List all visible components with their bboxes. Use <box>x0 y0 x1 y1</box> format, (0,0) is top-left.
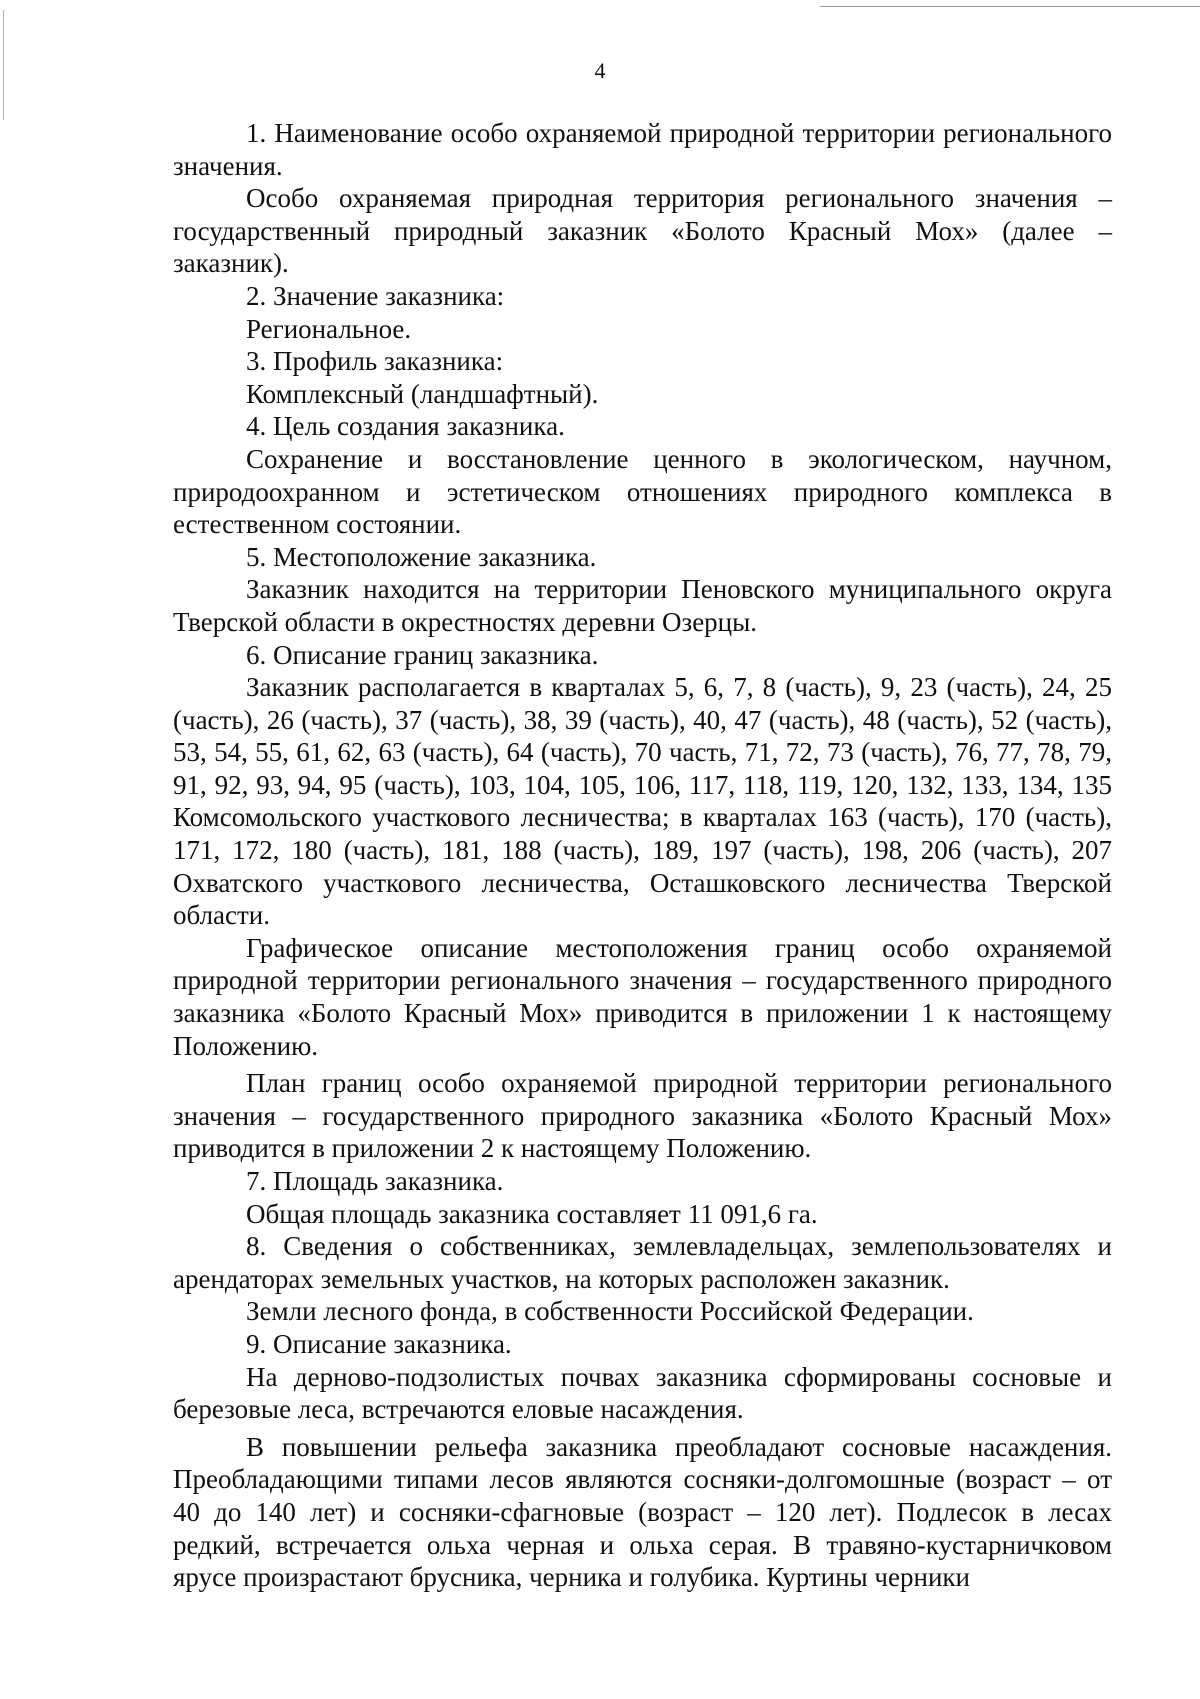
paragraph-6-text: Заказник располагается в кварталах 5, 6, 7, 8 (часть), 9, 23 (часть), 24, 25 (часть), 26 (часть), 37 (часть), 38, 39 (часть), 40, 47 (часть), 48 (часть), 52 (часть), 53, 54, 55, 61, 62, 63 (часть), 64 (часть), 70 часть, 71, 72, 73 (часть), 76, 77, 78, 79, 91, 92, 93, 94, 95 (часть), 103, 104, 105, 106, 117, 118, 119, 120, 132, 133, 134, 135 Комсомольского участкового лесничества; в кварталах 163 (часть), 170 (часть), 171, 172, 180 (часть), 181, 188 (часть), 189, 197 (часть), 198, 206 (часть), 207 Охватского участкового лесничества, Осташковского лесничества Тверской области. <box>173 672 1112 931</box>
paragraph-7-text: Общая площадь заказника составляет 11 091,6 га. <box>246 1198 818 1229</box>
paragraph-9-heading: 9. Описание заказника. <box>246 1328 512 1359</box>
paragraph-1-text: Особо охраняемая природная территория регионального значения – государственный природный заказник «Болото Красный Мох» (далее – заказник). <box>173 183 1112 279</box>
paragraph-1-heading: 1. Наименование особо охраняемой природной территории регионального значения. <box>173 118 1112 181</box>
paragraph-2-text: Региональное. <box>246 313 412 344</box>
paragraph-5-text: Заказник находится на территории Пеновского муниципального округа Тверской области в окрестностях деревни Озерцы. <box>173 574 1112 637</box>
paragraph-2-heading: 2. Значение заказника: <box>246 280 505 311</box>
paragraph-9-forest-description: В повышении рельефа заказника преобладают сосновые насаждения. Преобладающими типами лесов являются сосняки-долгомошные (возраст – от 40 до 140 лет) и сосняки-сфагновые (возраст – 120 лет). Подлесок в лесах редкий, встречается ольха черная и ольха серая. В травяно-кустарничковом ярусе произрастают брусника, черника и голубика. Куртины черники <box>173 1431 1112 1593</box>
paragraph-9-text: На дерново-подзолистых почвах заказника сформированы сосновые и березовые леса, встречаются еловые насаждения. <box>173 1361 1112 1425</box>
paragraph-7-heading: 7. Площадь заказника. <box>246 1166 504 1196</box>
paragraph-6-graphic-description: Графическое описание местоположения границ особо охраняемой природной территории регионального значения – государственного природного заказника «Болото Красный Мох» приводится в приложении 1 к настоящему Положению. <box>173 932 1112 1061</box>
paragraph-3-heading: 3. Профиль заказника: <box>246 346 504 377</box>
document-body <box>173 117 1112 1594</box>
scan-edge-top <box>820 6 1200 7</box>
paragraph-6-boundary-plan: План границ особо охраняемой природной территории регионального значения – государственного природного заказника «Болото Красный Мох» приводится в приложении 2 к настоящему Положению. <box>173 1068 1112 1164</box>
paragraph-4-text: Сохранение и восстановление ценного в экологическом, научном, природоохранном и эстетическом отношениях природного комплекса в естественном состоянии. <box>173 443 1112 540</box>
paragraph-5-heading: 5. Местоположение заказника. <box>246 541 597 572</box>
paragraph-8-heading: 8. Сведения о собственниках, землевладельцах, землепользователях и арендаторах земельных участков, на которых расположен заказник. <box>173 1231 1112 1294</box>
paragraph-3-text: Комплексный (ландшафтный). <box>246 378 599 409</box>
paragraph-4-heading: 4. Цель создания заказника. <box>246 411 565 442</box>
page-number: 4 <box>594 58 606 83</box>
paragraph-8-text: Земли лесного фонда, в собственности Российской Федерации. <box>246 1296 974 1327</box>
paragraph-6-heading: 6. Описание границ заказника. <box>246 639 599 670</box>
